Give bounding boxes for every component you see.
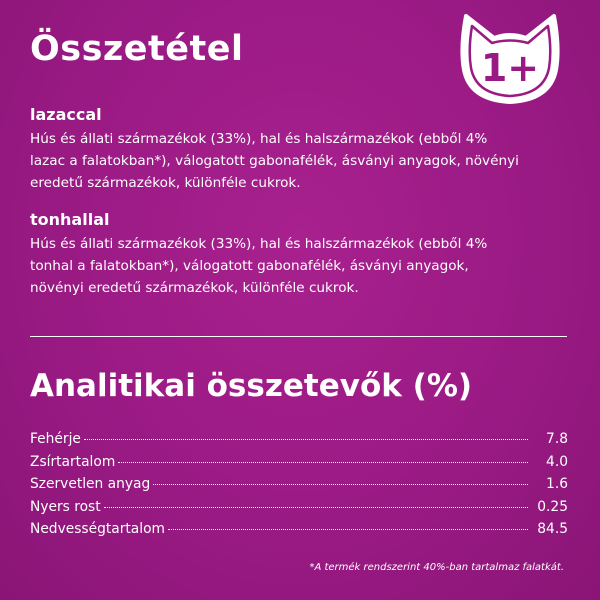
text-line: Hús és állati származékok (33%), hal és halszármazékok (ebből 4% [30, 131, 488, 147]
row-value: 1.6 [546, 476, 568, 492]
page-title: Összetétel [30, 29, 244, 69]
text-line: lazac a falatokban*), válogatott gabonafélék, ásványi anyagok, növényi [30, 153, 519, 169]
section-title-tonhallal: tonhallal [30, 210, 110, 229]
badge-text: 1+ [480, 46, 540, 90]
dot-leader [118, 461, 528, 463]
row-value: 0.25 [537, 498, 568, 515]
cat-head-icon [452, 8, 568, 110]
row-value: 7.8 [546, 431, 568, 447]
text-line: növényi eredetű származékok, különféle cukrok. [30, 280, 359, 296]
row-label: Nyers rost [30, 498, 101, 515]
analysis-table [30, 428, 568, 541]
analysis-row [30, 473, 568, 496]
divider [30, 336, 567, 337]
text-line: eredetű származékok, különféle cukrok. [30, 175, 301, 191]
section-text-lazaccal [30, 128, 570, 194]
section-title-lazaccal: lazaccal [30, 105, 102, 124]
text-line: tonhal a falatokban*), válogatott gabonafélék, ásványi anyagok, [30, 258, 469, 274]
analysis-row [30, 496, 568, 519]
dot-leader [104, 506, 528, 508]
row-label: Szervetlen anyag [30, 476, 151, 492]
analysis-row [30, 428, 568, 451]
dot-leader [153, 483, 528, 485]
analysis-row [30, 518, 568, 541]
row-label: Nedvességtartalom [30, 521, 165, 537]
section-text-tonhallal [30, 233, 570, 299]
analysis-row [30, 451, 568, 474]
dot-leader [84, 438, 528, 440]
analysis-title: Analitikai összetevők (%) [30, 368, 473, 404]
row-label: Zsírtartalom [30, 453, 116, 470]
footnote: *A termék rendszerint 40%-ban tartalmaz falatkát. [309, 562, 564, 573]
text-line: Hús és állati származékok (33%), hal és halszármazékok (ebből 4% [30, 236, 488, 252]
row-label: Fehérje [30, 431, 81, 447]
row-value: 4.0 [546, 453, 568, 470]
dot-leader [168, 528, 528, 530]
row-value: 84.5 [537, 521, 568, 537]
